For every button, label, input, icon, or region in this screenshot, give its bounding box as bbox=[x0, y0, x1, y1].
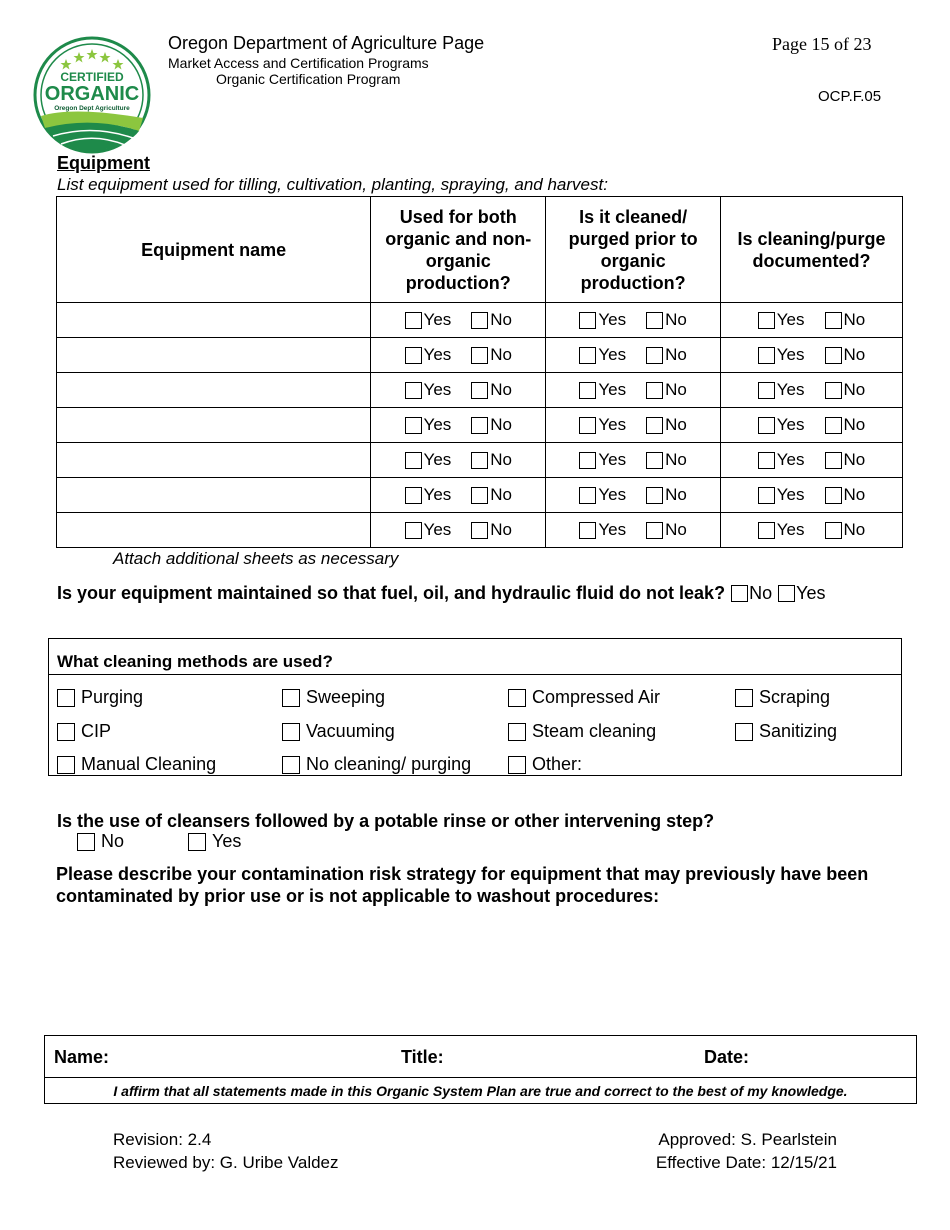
method-steam-cleaning[interactable] bbox=[508, 721, 656, 742]
table-row bbox=[57, 478, 903, 513]
both-production-no-checkbox[interactable] bbox=[471, 452, 488, 469]
both-production-yes-label: Yes bbox=[423, 485, 452, 504]
cleaning-documented-yes-option[interactable] bbox=[758, 310, 805, 330]
cleaning-documented-yes-label: Yes bbox=[776, 345, 805, 364]
cleaned-purged-no-label: No bbox=[665, 520, 687, 539]
cleaning-documented-yes-checkbox[interactable] bbox=[758, 417, 775, 434]
attach-note: Attach additional sheets as necessary bbox=[113, 549, 399, 568]
cleaned-purged-yes-label: Yes bbox=[598, 345, 627, 364]
certified-organic-logo bbox=[33, 36, 151, 154]
method-purging-label: Purging bbox=[81, 687, 144, 707]
cleaned-purged-cell bbox=[546, 373, 721, 408]
cleaning-documented-options bbox=[721, 380, 902, 400]
logo-line-certified: CERTIFIED bbox=[60, 70, 124, 84]
contamination-question: Please describe your contamination risk strategy for equipment that may previously have been contaminated by prior use or is not applicable to washout procedures: bbox=[56, 864, 869, 906]
rinse-yes-option[interactable] bbox=[188, 831, 241, 852]
both-production-yes-label: Yes bbox=[423, 310, 452, 329]
both-production-no-option[interactable] bbox=[471, 345, 512, 365]
cleaning-documented-no-checkbox[interactable] bbox=[825, 452, 842, 469]
rinse-no-label: No bbox=[101, 831, 125, 851]
cleaned-purged-no-checkbox[interactable] bbox=[646, 347, 663, 364]
cleaning-documented-no-label: No bbox=[843, 485, 866, 504]
cleaned-purged-no-checkbox[interactable] bbox=[646, 452, 663, 469]
method-manual-cleaning-checkbox[interactable] bbox=[57, 756, 75, 774]
both-production-no-label: No bbox=[490, 520, 513, 539]
name-label: Name: bbox=[54, 1047, 110, 1067]
cleaned-purged-yes-checkbox[interactable] bbox=[579, 452, 596, 469]
both-production-yes-label: Yes bbox=[423, 450, 452, 469]
method-scraping-checkbox[interactable] bbox=[735, 689, 753, 707]
method-sanitizing-label: Sanitizing bbox=[759, 721, 838, 741]
both-production-options bbox=[371, 450, 545, 470]
both-production-no-label: No bbox=[490, 450, 513, 469]
method-vacuuming[interactable] bbox=[282, 721, 395, 742]
method-vacuuming-label: Vacuuming bbox=[306, 721, 395, 741]
equipment-name-cell[interactable] bbox=[57, 513, 371, 548]
cleaning-documented-no-checkbox[interactable] bbox=[825, 382, 842, 399]
both-production-yes-checkbox[interactable] bbox=[405, 452, 422, 469]
equipment-table-header bbox=[57, 197, 903, 303]
cleaned-purged-no-option[interactable] bbox=[646, 520, 687, 540]
leak-no-label: No bbox=[749, 583, 773, 603]
table-row bbox=[57, 513, 903, 548]
both-production-cell bbox=[371, 303, 546, 338]
cleaned-purged-yes-checkbox[interactable] bbox=[579, 522, 596, 539]
program-name: Organic Certification Program bbox=[216, 71, 401, 87]
cleaned-purged-no-label: No bbox=[665, 485, 687, 504]
method-cip[interactable] bbox=[57, 721, 111, 742]
both-production-yes-option[interactable] bbox=[405, 380, 452, 400]
cleaned-purged-no-label: No bbox=[665, 450, 687, 469]
footer-effective-date: Effective Date: 12/15/21 bbox=[655, 1153, 837, 1172]
footer-approved: Approved: S. Pearlstein bbox=[658, 1130, 837, 1149]
both-production-no-option[interactable] bbox=[471, 450, 512, 470]
cleaning-documented-no-checkbox[interactable] bbox=[825, 487, 842, 504]
both-production-no-label: No bbox=[490, 345, 513, 364]
cleaned-purged-yes-checkbox[interactable] bbox=[579, 312, 596, 329]
table-row bbox=[57, 408, 903, 443]
leak-yes-label: Yes bbox=[796, 583, 826, 603]
both-production-yes-option[interactable] bbox=[405, 345, 452, 365]
cleaning-documented-no-option[interactable] bbox=[825, 380, 866, 400]
cleaning-documented-yes-checkbox[interactable] bbox=[758, 382, 775, 399]
cleaned-purged-yes-label: Yes bbox=[598, 485, 627, 504]
cleaning-documented-no-option[interactable] bbox=[825, 450, 866, 470]
equipment-instruction: List equipment used for tilling, cultivation, planting, spraying, and harvest: bbox=[57, 175, 608, 194]
method-compressed-air[interactable] bbox=[508, 687, 660, 708]
cleaning-documented-yes-option[interactable] bbox=[758, 485, 805, 505]
both-production-cell bbox=[371, 373, 546, 408]
both-production-yes-checkbox[interactable] bbox=[405, 417, 422, 434]
cleaned-purged-no-option[interactable] bbox=[646, 485, 687, 505]
cleaned-purged-cell bbox=[546, 478, 721, 513]
rinse-no-checkbox[interactable] bbox=[77, 833, 95, 851]
both-production-cell bbox=[371, 478, 546, 513]
footer-revision: Revision: 2.4 bbox=[113, 1130, 212, 1149]
method-cip-label: CIP bbox=[81, 721, 112, 741]
both-production-no-label: No bbox=[490, 485, 513, 504]
cleaning-documented-no-label: No bbox=[843, 345, 866, 364]
rinse-yes-checkbox[interactable] bbox=[188, 833, 206, 851]
cleaning-documented-no-checkbox[interactable] bbox=[825, 347, 842, 364]
method-sanitizing-checkbox[interactable] bbox=[735, 723, 753, 741]
rinse-question: Is the use of cleansers followed by a potable rinse or other intervening step? bbox=[57, 811, 715, 831]
affirmation-statement: I affirm that all statements made in this Organic System Plan are true and correct to the best of my knowledge. bbox=[113, 1083, 848, 1099]
cleaned-purged-options bbox=[546, 520, 720, 540]
table-row bbox=[57, 303, 903, 338]
cleaning-documented-options bbox=[721, 450, 902, 470]
both-production-no-checkbox[interactable] bbox=[471, 417, 488, 434]
cleaned-purged-no-label: No bbox=[665, 345, 687, 364]
cleaning-documented-no-option[interactable] bbox=[825, 485, 866, 505]
method-no-cleaning-checkbox[interactable] bbox=[282, 756, 300, 774]
leak-no-checkbox[interactable] bbox=[731, 585, 748, 602]
cleaning-documented-yes-option[interactable] bbox=[758, 520, 805, 540]
division-name: Market Access and Certification Programs bbox=[168, 55, 429, 71]
both-production-yes-option[interactable] bbox=[405, 310, 452, 330]
both-production-yes-option[interactable] bbox=[405, 415, 452, 435]
cleaned-purged-yes-option[interactable] bbox=[579, 485, 626, 505]
leak-yes-option[interactable] bbox=[778, 583, 825, 604]
both-production-cell bbox=[371, 443, 546, 478]
cleaning-documented-yes-option[interactable] bbox=[758, 380, 805, 400]
both-production-yes-checkbox[interactable] bbox=[405, 312, 422, 329]
cleaned-purged-options bbox=[546, 450, 720, 470]
cleaned-purged-options bbox=[546, 310, 720, 330]
cleaning-documented-no-option[interactable] bbox=[825, 310, 866, 330]
cleaned-purged-yes-checkbox[interactable] bbox=[579, 487, 596, 504]
cleaning-documented-options bbox=[721, 485, 902, 505]
cleaning-documented-cell bbox=[721, 443, 903, 478]
both-production-options bbox=[371, 380, 545, 400]
leak-question-text: Is your equipment maintained so that fuel, oil, and hydraulic fluid do not leak? bbox=[57, 583, 726, 603]
cleaned-purged-no-option[interactable] bbox=[646, 310, 687, 330]
method-manual-cleaning[interactable] bbox=[57, 754, 216, 775]
both-production-cell bbox=[371, 338, 546, 373]
col-both-production-text: Used for both organic and non-organic production? bbox=[385, 206, 532, 293]
both-production-no-label: No bbox=[490, 415, 513, 434]
cleaning-documented-yes-label: Yes bbox=[776, 415, 805, 434]
method-other-checkbox[interactable] bbox=[508, 756, 526, 774]
cleaned-purged-no-checkbox[interactable] bbox=[646, 487, 663, 504]
equipment-name-cell[interactable] bbox=[57, 408, 371, 443]
cleaning-documented-no-checkbox[interactable] bbox=[825, 312, 842, 329]
cleaned-purged-cell bbox=[546, 338, 721, 373]
cleaning-documented-no-label: No bbox=[843, 310, 866, 329]
both-production-no-option[interactable] bbox=[471, 520, 512, 540]
method-compressed-air-label: Compressed Air bbox=[532, 687, 661, 707]
both-production-cell bbox=[371, 513, 546, 548]
equipment-name-cell[interactable] bbox=[57, 478, 371, 513]
cleaned-purged-no-checkbox[interactable] bbox=[646, 312, 663, 329]
cleaning-documented-yes-label: Yes bbox=[776, 520, 805, 539]
equipment-table bbox=[56, 196, 903, 548]
col-cleaned-purged-text: Is it cleaned/ purged prior to organic production? bbox=[568, 206, 698, 293]
form-code: OCP.F.05 bbox=[818, 88, 882, 105]
both-production-no-option[interactable] bbox=[471, 380, 512, 400]
equipment-name-cell[interactable] bbox=[57, 373, 371, 408]
logo-line-organic: ORGANIC bbox=[44, 83, 140, 105]
both-production-yes-checkbox[interactable] bbox=[405, 522, 422, 539]
cleaned-purged-yes-label: Yes bbox=[598, 380, 627, 399]
cleaned-purged-no-option[interactable] bbox=[646, 380, 687, 400]
both-production-no-label: No bbox=[490, 310, 513, 329]
both-production-options bbox=[371, 415, 545, 435]
page-number: Page 15 of 23 bbox=[772, 34, 872, 54]
col-equipment-name: Equipment name bbox=[57, 197, 371, 303]
cleaning-documented-yes-checkbox[interactable] bbox=[758, 312, 775, 329]
cleaning-documented-no-option[interactable] bbox=[825, 520, 866, 540]
cleaned-purged-no-label: No bbox=[665, 380, 687, 399]
method-steam-cleaning-label: Steam cleaning bbox=[532, 721, 657, 741]
cleaning-documented-options bbox=[721, 345, 902, 365]
both-production-options bbox=[371, 310, 545, 330]
both-production-yes-checkbox[interactable] bbox=[405, 382, 422, 399]
cleaning-documented-yes-label: Yes bbox=[776, 380, 805, 399]
cleaning-documented-yes-label: Yes bbox=[776, 310, 805, 329]
cleaned-purged-yes-checkbox[interactable] bbox=[579, 417, 596, 434]
signature-fields-row bbox=[45, 1036, 916, 1078]
cleaning-documented-no-label: No bbox=[843, 415, 866, 434]
both-production-yes-label: Yes bbox=[423, 520, 452, 539]
method-purging-checkbox[interactable] bbox=[57, 689, 75, 707]
both-production-no-option[interactable] bbox=[471, 415, 512, 435]
both-production-yes-option[interactable] bbox=[405, 450, 452, 470]
both-production-no-option[interactable] bbox=[471, 310, 512, 330]
both-production-no-label: No bbox=[490, 380, 513, 399]
cleaned-purged-no-option[interactable] bbox=[646, 345, 687, 365]
cleaning-documented-options bbox=[721, 415, 902, 435]
method-scraping-label: Scraping bbox=[759, 687, 831, 707]
cleaned-purged-no-checkbox[interactable] bbox=[646, 382, 663, 399]
method-scraping[interactable] bbox=[735, 687, 830, 708]
leak-no-option[interactable] bbox=[731, 583, 772, 604]
both-production-yes-label: Yes bbox=[423, 415, 452, 434]
both-production-yes-label: Yes bbox=[423, 380, 452, 399]
method-sanitizing[interactable] bbox=[735, 721, 837, 742]
cleaning-documented-cell bbox=[721, 408, 903, 443]
method-sweeping[interactable] bbox=[282, 687, 385, 708]
both-production-yes-option[interactable] bbox=[405, 520, 452, 540]
cleaning-documented-yes-option[interactable] bbox=[758, 415, 805, 435]
leak-question bbox=[57, 583, 825, 604]
both-production-no-option[interactable] bbox=[471, 485, 512, 505]
cleaned-purged-yes-checkbox[interactable] bbox=[579, 382, 596, 399]
cleaned-purged-yes-checkbox[interactable] bbox=[579, 347, 596, 364]
cleaning-documented-no-checkbox[interactable] bbox=[825, 417, 842, 434]
signature-block bbox=[44, 1035, 917, 1104]
both-production-cell bbox=[371, 408, 546, 443]
cleaning-documented-yes-checkbox[interactable] bbox=[758, 487, 775, 504]
cleaned-purged-no-label: No bbox=[665, 310, 687, 329]
method-no-cleaning-label: No cleaning/ purging bbox=[306, 754, 472, 774]
cleaning-documented-yes-label: Yes bbox=[776, 485, 805, 504]
cleaned-purged-yes-label: Yes bbox=[598, 415, 627, 434]
equipment-name-cell[interactable] bbox=[57, 303, 371, 338]
cleaned-purged-no-option[interactable] bbox=[646, 415, 687, 435]
method-other[interactable] bbox=[508, 754, 582, 775]
col-cleaned-purged bbox=[546, 197, 721, 303]
both-production-yes-option[interactable] bbox=[405, 485, 452, 505]
cleaning-documented-yes-checkbox[interactable] bbox=[758, 522, 775, 539]
method-no-cleaning[interactable] bbox=[282, 754, 471, 775]
cleaned-purged-yes-option[interactable] bbox=[579, 450, 626, 470]
rinse-no-option[interactable] bbox=[77, 831, 124, 852]
col-both-production bbox=[371, 197, 546, 303]
cleaning-documented-cell bbox=[721, 373, 903, 408]
method-vacuuming-checkbox[interactable] bbox=[282, 723, 300, 741]
cleaning-documented-cell bbox=[721, 303, 903, 338]
both-production-options bbox=[371, 485, 545, 505]
col-cleaning-documented bbox=[721, 197, 903, 303]
cleaning-documented-no-label: No bbox=[843, 450, 866, 469]
cleaned-purged-yes-label: Yes bbox=[598, 520, 627, 539]
cleaned-purged-cell bbox=[546, 443, 721, 478]
cleaned-purged-options bbox=[546, 415, 720, 435]
leak-yes-checkbox[interactable] bbox=[778, 585, 795, 602]
cleaning-methods-box bbox=[48, 638, 902, 776]
title-label: Title: bbox=[401, 1047, 444, 1067]
both-production-no-checkbox[interactable] bbox=[471, 522, 488, 539]
cleaning-methods-heading: What cleaning methods are used? bbox=[49, 639, 901, 675]
cleaned-purged-yes-option[interactable] bbox=[579, 415, 626, 435]
cleaning-documented-yes-checkbox[interactable] bbox=[758, 347, 775, 364]
cleaned-purged-yes-option[interactable] bbox=[579, 345, 626, 365]
cleaning-documented-options bbox=[721, 520, 902, 540]
both-production-options bbox=[371, 345, 545, 365]
cleaned-purged-cell bbox=[546, 513, 721, 548]
both-production-no-checkbox[interactable] bbox=[471, 312, 488, 329]
both-production-yes-checkbox[interactable] bbox=[405, 347, 422, 364]
method-other-label: Other: bbox=[532, 754, 583, 774]
col-cleaning-documented-text: Is cleaning/purge documented? bbox=[737, 228, 886, 271]
cleaning-documented-yes-option[interactable] bbox=[758, 450, 805, 470]
cleaned-purged-options bbox=[546, 345, 720, 365]
cleaned-purged-yes-option[interactable] bbox=[579, 380, 626, 400]
method-purging[interactable] bbox=[57, 687, 143, 708]
table-row bbox=[57, 443, 903, 478]
cleaned-purged-cell bbox=[546, 408, 721, 443]
cleaning-documented-cell bbox=[721, 478, 903, 513]
cleaning-documented-no-label: No bbox=[843, 380, 866, 399]
equipment-name-cell[interactable] bbox=[57, 338, 371, 373]
org-title: Oregon Department of Agriculture Page bbox=[168, 33, 485, 53]
date-label: Date: bbox=[704, 1047, 750, 1067]
cleaning-documented-no-option[interactable] bbox=[825, 415, 866, 435]
both-production-yes-label: Yes bbox=[423, 345, 452, 364]
cleaning-documented-no-label: No bbox=[843, 520, 866, 539]
cleaned-purged-yes-option[interactable] bbox=[579, 520, 626, 540]
cleaned-purged-yes-label: Yes bbox=[598, 450, 627, 469]
both-production-options bbox=[371, 520, 545, 540]
cleaned-purged-options bbox=[546, 485, 720, 505]
table-row bbox=[57, 338, 903, 373]
cleaning-documented-cell bbox=[721, 513, 903, 548]
equipment-name-cell[interactable] bbox=[57, 443, 371, 478]
cleaning-documented-options bbox=[721, 310, 902, 330]
footer-reviewed-by: Reviewed by: G. Uribe Valdez bbox=[113, 1153, 339, 1172]
cleaned-purged-cell bbox=[546, 303, 721, 338]
both-production-no-checkbox[interactable] bbox=[471, 487, 488, 504]
both-production-no-checkbox[interactable] bbox=[471, 382, 488, 399]
logo-line-oda: Oregon Dept Agriculture bbox=[54, 105, 130, 112]
rinse-yes-label: Yes bbox=[212, 831, 242, 851]
cleaned-purged-yes-label: Yes bbox=[598, 310, 627, 329]
both-production-yes-checkbox[interactable] bbox=[405, 487, 422, 504]
both-production-no-checkbox[interactable] bbox=[471, 347, 488, 364]
cleaning-documented-no-option[interactable] bbox=[825, 345, 866, 365]
cleaned-purged-no-label: No bbox=[665, 415, 687, 434]
cleaning-documented-yes-option[interactable] bbox=[758, 345, 805, 365]
cleaned-purged-no-option[interactable] bbox=[646, 450, 687, 470]
cleaned-purged-no-checkbox[interactable] bbox=[646, 417, 663, 434]
method-steam-cleaning-checkbox[interactable] bbox=[508, 723, 526, 741]
cleaning-documented-no-checkbox[interactable] bbox=[825, 522, 842, 539]
table-row bbox=[57, 373, 903, 408]
title-field[interactable] bbox=[450, 1042, 700, 1072]
contamination-answer-area[interactable] bbox=[56, 912, 906, 1022]
method-compressed-air-checkbox[interactable] bbox=[508, 689, 526, 707]
cleaned-purged-no-checkbox[interactable] bbox=[646, 522, 663, 539]
cleaning-documented-yes-label: Yes bbox=[776, 450, 805, 469]
method-manual-cleaning-label: Manual Cleaning bbox=[81, 754, 217, 774]
cleaned-purged-options bbox=[546, 380, 720, 400]
name-field[interactable] bbox=[115, 1042, 395, 1072]
equipment-section-title: Equipment bbox=[57, 153, 150, 173]
date-field[interactable] bbox=[753, 1042, 913, 1072]
method-sweeping-checkbox[interactable] bbox=[282, 689, 300, 707]
cleaning-documented-yes-checkbox[interactable] bbox=[758, 452, 775, 469]
cleaning-documented-cell bbox=[721, 338, 903, 373]
cleaned-purged-yes-option[interactable] bbox=[579, 310, 626, 330]
method-cip-checkbox[interactable] bbox=[57, 723, 75, 741]
method-sweeping-label: Sweeping bbox=[306, 687, 386, 707]
